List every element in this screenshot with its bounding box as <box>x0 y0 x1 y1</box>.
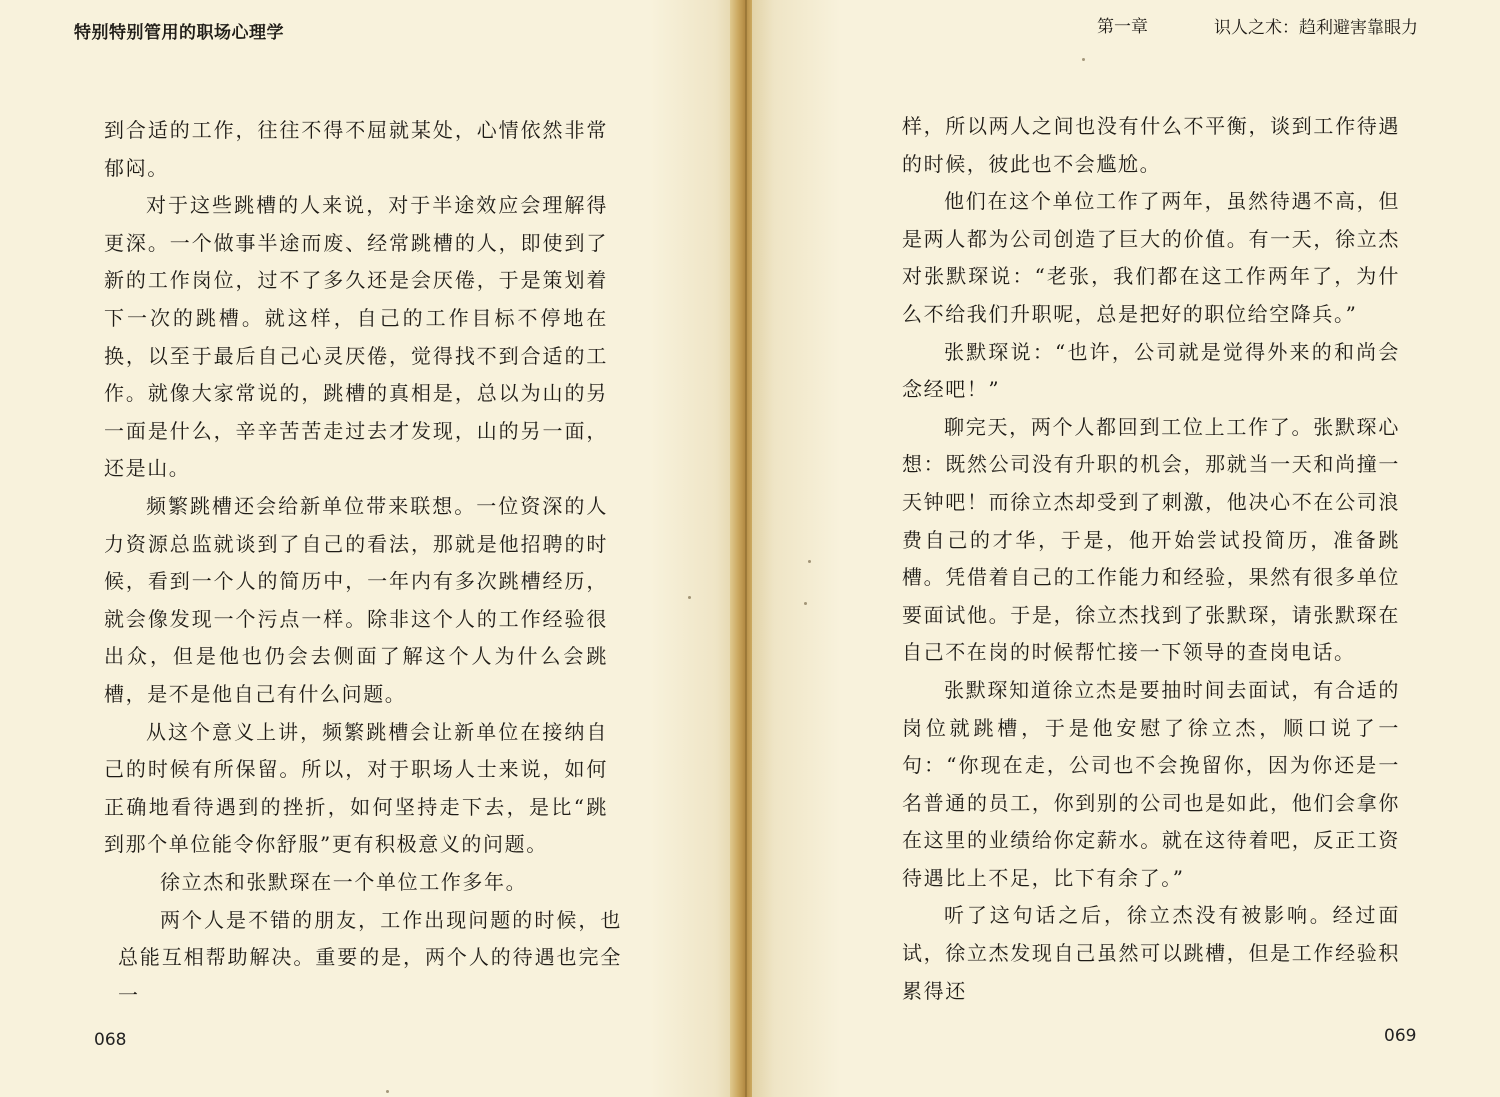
paper-speck <box>808 560 811 563</box>
paragraph: 样，所以两人之间也没有什么不平衡，谈到工作待遇的时候，彼此也不会尴尬。 <box>902 114 1400 176</box>
chapter-title: 识人之术：趋利避害靠眼力 <box>1214 18 1418 38</box>
paragraph: 频繁跳槽还会给新单位带来联想。一位资深的人力资源总监就谈到了自己的看法，那就是他招聘的时候，看到一个人的简历中，一年内有多次跳槽经历，就会像发现一个污点一样。除非这个人的工作经验很出众，但是他也仍会去侧面了解这个人为什么会跳槽，是不是他自己有什么问题。 <box>104 493 608 706</box>
paper-speck <box>688 596 691 599</box>
paper-speck <box>386 1090 389 1093</box>
paragraph: 张默琛说：“也许，公司就是觉得外来的和尚会念经吧！” <box>902 339 1400 402</box>
paragraph: 对于这些跳槽的人来说，对于半途效应会理解得更深。一个做事半途而废、经常跳槽的人，即使到了新的工作岗位，过不了多久还是会厌倦，于是策划着下一次的跳槽。就这样，自己的工作目标不停地在换，以至于最后自己心灵厌倦，觉得找不到合适的工作。就像大家常说的，跳槽的真相是，总以为山的另一面是什么，辛辛苦苦走过去才发现，山的另一面，还是山。 <box>104 193 608 481</box>
paragraph: 到合适的工作，往往不得不屈就某处，心情依然非常郁闷。 <box>104 118 608 180</box>
left-body-text <box>104 112 608 864</box>
book-title-header: 特别特别管用的职场心理学 <box>74 23 284 43</box>
paragraph: 聊完天，两个人都回到工位上工作了。张默琛心想：既然公司没有升职的机会，那就当一天和尚撞一天钟吧！而徐立杰却受到了刺激，他决心不在公司浪费自己的才华，于是，他开始尝试投简历，准备跳槽。凭借着自己的工作能力和经验，果然有很多单位要面试他。于是，徐立杰找到了张默琛，请张默琛在自己不在岗的时候帮忙接一下领导的查岗电话。 <box>902 414 1400 665</box>
paragraph: 徐立杰和张默琛在一个单位工作多年。 <box>160 870 528 894</box>
left-story-text <box>118 864 622 1014</box>
paper-speck <box>804 602 807 605</box>
right-page <box>752 0 1500 1097</box>
paragraph: 听了这句话之后，徐立杰没有被影响。经过面试，徐立杰发现自己虽然可以跳槽，但是工作经验积累得还 <box>902 903 1400 1003</box>
chapter-label: 第一章 <box>1097 17 1148 37</box>
right-body-text <box>902 108 1400 1010</box>
page-number: 068 <box>94 1030 127 1050</box>
paragraph: 他们在这个单位工作了两年，虽然待遇不高，但是两人都为公司创造了巨大的价值。有一天，徐立杰对张默琛说：“老张，我们都在这工作两年了，为什么不给我们升职呢，总是把好的职位给空降兵。” <box>902 189 1400 326</box>
page-number: 069 <box>1384 1026 1417 1046</box>
paper-speck <box>1082 58 1085 61</box>
paragraph: 张默琛知道徐立杰是要抽时间去面试，有合适的岗位就跳槽，于是他安慰了徐立杰，顺口说了一句：“你现在走，公司也不会挽留你，因为你还是一名普通的员工，你到别的公司也是如此，他们会拿你在这里的业绩给你定薪水。就在这待着吧，反正工资待遇比上不足，比下有余了。” <box>902 677 1400 890</box>
left-page <box>0 0 738 1097</box>
gutter-fold-line <box>745 0 747 1097</box>
paragraph: 从这个意义上讲，频繁跳槽会让新单位在接纳自己的时候有所保留。所以，对于职场人士来说，如何正确地看待遇到的挫折，如何坚持走下去，是比“跳到那个单位能令你舒服”更有积极意义的问题。 <box>104 719 608 857</box>
paragraph: 两个人是不错的朋友，工作出现问题的时候，也总能互相帮助解决。重要的是，两个人的待遇也完全一 <box>118 907 622 1007</box>
